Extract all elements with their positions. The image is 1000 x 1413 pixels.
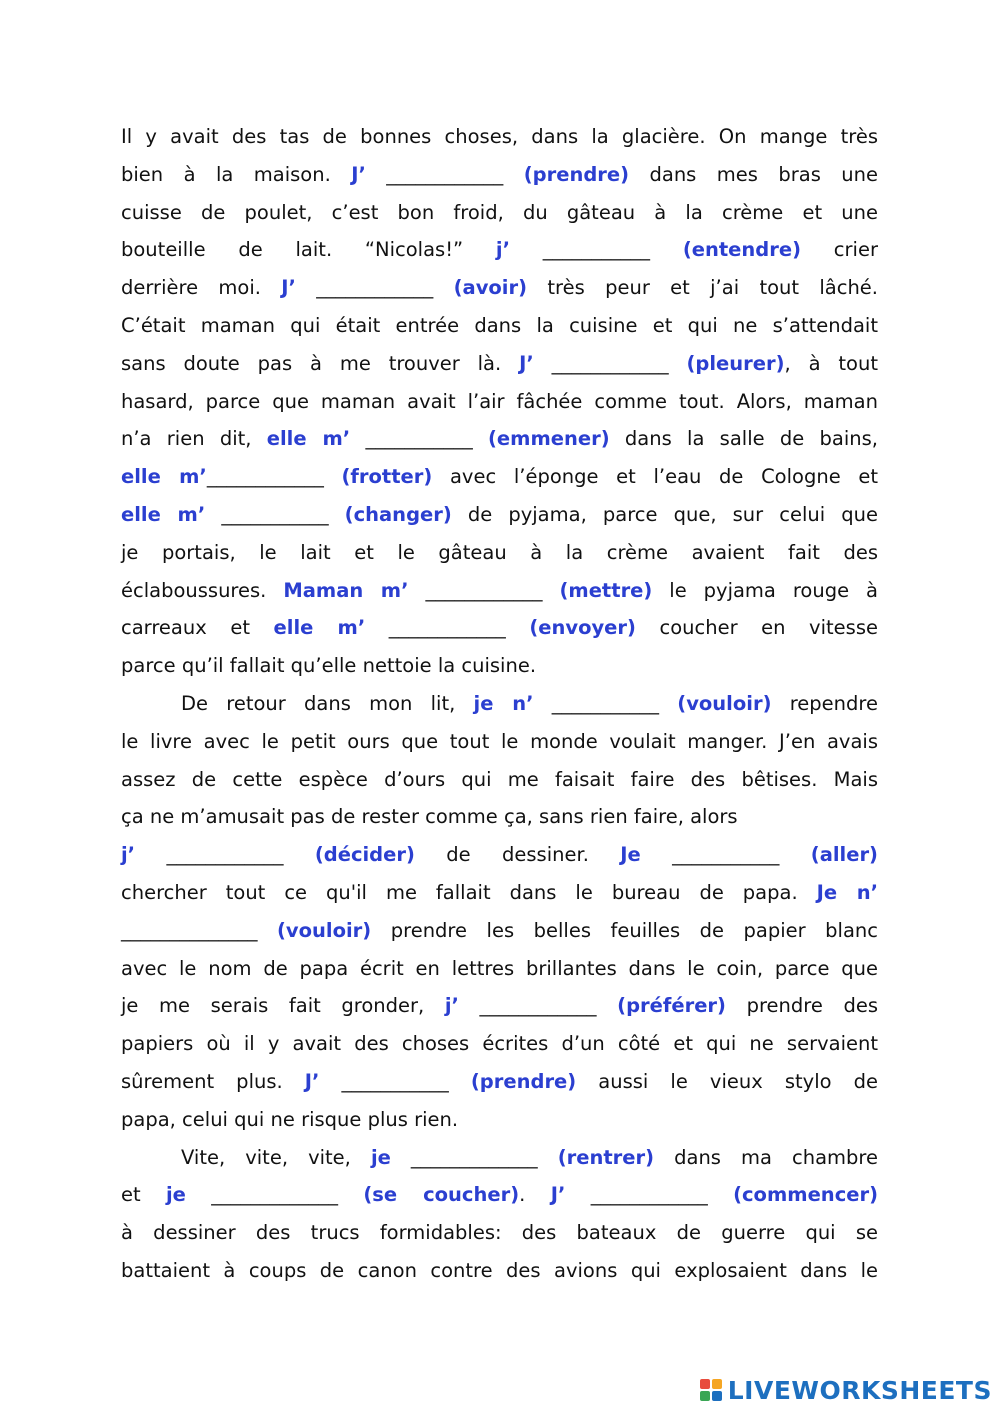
verb-hint: j’ <box>444 994 459 1018</box>
verb-hint: Maman m’ <box>283 578 409 602</box>
text-segment: à dessiner des trucs formidables: des bateaux de guerre qui se <box>121 1221 878 1245</box>
verb-hint: (aller) <box>810 843 878 867</box>
verb-hint: (envoyer) <box>529 616 636 640</box>
text-segment: rependre <box>771 691 878 715</box>
text-line <box>121 118 878 156</box>
text-segment: Il y avait des tas de bonnes choses, dans la glacière. On mange très <box>121 125 878 148</box>
answer-blank[interactable]: ___________ <box>319 1069 471 1093</box>
verb-hint: j’ <box>495 238 511 262</box>
logo-square <box>700 1379 710 1389</box>
text-line <box>121 950 878 988</box>
text-line <box>121 723 878 761</box>
verb-hint: (commencer) <box>733 1183 879 1207</box>
text-segment: de dessiner. <box>414 843 621 867</box>
text-segment: papa, celui qui ne risque plus rien. <box>121 1107 459 1131</box>
text-segment: avec l’éponge et l’eau de Cologne et <box>432 465 879 489</box>
verb-hint: Je n’ <box>816 880 879 904</box>
brand-name: LIVEWORKSHEETS <box>727 1375 992 1405</box>
verb-hint: J’ <box>304 1069 320 1093</box>
text-line <box>121 496 878 534</box>
worksheet-text <box>121 118 878 1290</box>
text-segment: dans la salle de bains, <box>609 427 879 451</box>
logo-square <box>712 1379 722 1389</box>
verb-hint: (pleurer) <box>686 351 785 375</box>
text-segment: crier <box>801 238 878 262</box>
verb-hint: (préférer) <box>617 994 726 1018</box>
answer-blank[interactable]: ____________ <box>565 1183 734 1207</box>
text-segment: avec le nom de papa écrit en lettres brillantes dans le coin, parce que <box>121 956 878 980</box>
text-segment: aussi le vieux stylo de <box>576 1069 879 1093</box>
verb-hint: (rentrer) <box>557 1145 655 1169</box>
logo-square <box>712 1391 722 1401</box>
footer-brand <box>700 1375 992 1405</box>
text-segment: coucher en vitesse <box>635 616 878 640</box>
text-line <box>121 685 878 723</box>
verb-hint: (frotter) <box>341 465 433 489</box>
text-line <box>121 156 878 194</box>
answer-blank[interactable]: ____________ <box>365 162 524 186</box>
text-segment: derrière moi. <box>121 276 282 300</box>
text-segment: sûrement plus. <box>121 1069 305 1093</box>
text-segment: , à tout <box>784 351 878 375</box>
text-segment: éclaboussures. <box>121 578 284 602</box>
text-line <box>121 1063 878 1101</box>
verb-hint: (entendre) <box>682 238 802 262</box>
text-line <box>121 572 878 610</box>
text-line <box>121 1139 878 1177</box>
text-line <box>121 798 878 836</box>
text-segment: prendre des <box>725 994 878 1018</box>
answer-blank[interactable]: ___________ <box>533 691 678 715</box>
text-segment: C’était maman qui était entrée dans la cuisine et qui ne s’attendait <box>121 313 878 337</box>
text-segment: de pyjama, parce que, sur celui que <box>451 502 878 526</box>
text-segment: assez de cette espèce d’ours qui me faisait faire des bêtises. Mais <box>121 767 878 791</box>
verb-hint: j’ <box>121 843 136 867</box>
text-line <box>121 1214 878 1252</box>
text-line <box>121 345 878 383</box>
text-segment: sans doute pas à me trouver là. <box>121 351 520 375</box>
text-line <box>121 1025 878 1063</box>
text-line <box>121 609 878 647</box>
verb-hint: je <box>370 1145 391 1169</box>
text-line <box>121 231 878 269</box>
answer-blank[interactable]: ____________ <box>408 578 560 602</box>
verb-hint: J’ <box>550 1183 566 1207</box>
text-segment: dans mes bras une <box>629 162 878 186</box>
text-line <box>121 761 878 799</box>
answer-blank[interactable]: ____________ <box>458 994 618 1018</box>
text-segment: battaient à coups de canon contre des avions qui explosaient dans le <box>121 1258 878 1282</box>
text-segment: bouteille de lait. “Nicolas!” <box>121 238 496 262</box>
text-segment: Vite, vite, vite, <box>181 1145 371 1169</box>
answer-blank[interactable]: ___________ <box>205 502 345 526</box>
answer-blank[interactable]: ____________ <box>206 465 342 489</box>
verb-hint: (vouloir) <box>677 691 772 715</box>
verb-hint: (mettre) <box>559 578 653 602</box>
text-line <box>121 874 878 912</box>
verb-hint: J’ <box>351 162 366 186</box>
verb-hint: (décider) <box>314 843 415 867</box>
text-segment: De retour dans mon lit, <box>181 691 474 715</box>
text-line <box>121 987 878 1025</box>
verb-hint: elle m’ <box>121 465 207 489</box>
text-segment: ça ne m’amusait pas de rester comme ça, sans rien faire, alors <box>121 805 738 829</box>
verb-hint: je n’ <box>473 691 534 715</box>
text-segment: n’a rien dit, <box>121 427 267 451</box>
text-line <box>121 269 878 307</box>
answer-blank[interactable]: ___________ <box>510 238 683 262</box>
verb-hint: (vouloir) <box>277 918 372 942</box>
text-segment: je me serais fait gronder, <box>121 994 445 1018</box>
text-line <box>121 458 878 496</box>
text-line <box>121 194 878 232</box>
verb-hint: (changer) <box>344 502 452 526</box>
text-segment: hasard, parce que maman avait l’air fâchée comme tout. Alors, maman <box>121 389 878 413</box>
text-segment: papiers où il y avait des choses écrites d’un côté et qui ne servaient <box>121 1032 878 1056</box>
text-line <box>121 1176 878 1214</box>
text-segment: le pyjama rouge à <box>652 578 878 602</box>
liveworksheets-logo-icon <box>700 1379 722 1401</box>
verb-hint: je <box>166 1183 186 1207</box>
verb-hint: (prendre) <box>523 162 630 186</box>
verb-hint: (prendre) <box>470 1069 577 1093</box>
text-line <box>121 534 878 572</box>
answer-blank[interactable]: ____________ <box>533 351 687 375</box>
text-segment: prendre les belles feuilles de papier blanc <box>371 918 878 942</box>
answer-blank[interactable]: ___________ <box>350 427 488 451</box>
text-line <box>121 420 878 458</box>
text-line <box>121 383 878 421</box>
verb-hint: elle m’ <box>273 616 366 640</box>
answer-blank[interactable]: ____________ <box>295 276 454 300</box>
text-segment: je portais, le lait et le gâteau à la crème avaient fait des <box>121 540 878 564</box>
text-segment: très peur et j’ai tout lâché. <box>527 276 879 300</box>
text-segment: le livre avec le petit ours que tout le monde voulait manger. J’en avais <box>121 729 878 753</box>
verb-hint: J’ <box>281 276 296 300</box>
answer-blank[interactable]: ____________ <box>135 843 315 867</box>
text-line <box>121 307 878 345</box>
text-line <box>121 1252 878 1290</box>
verb-hint: elle m’ <box>266 427 351 451</box>
text-segment: et <box>121 1183 166 1207</box>
text-segment: chercher tout ce qu'il me fallait dans le bureau de papa. <box>121 880 817 904</box>
text-line <box>121 647 878 685</box>
text-segment: . <box>519 1183 551 1207</box>
answer-blank[interactable]: ____________ <box>365 616 530 640</box>
verb-hint: (avoir) <box>453 276 528 300</box>
verb-hint: elle m’ <box>121 502 206 526</box>
text-segment: cuisse de poulet, c’est bon froid, du gâteau à la crème et une <box>121 200 878 224</box>
text-line <box>121 836 878 874</box>
verb-hint: J’ <box>519 351 534 375</box>
answer-blank[interactable]: _____________ <box>390 1145 558 1169</box>
logo-square <box>700 1391 710 1401</box>
verb-hint: (emmener) <box>488 427 610 451</box>
text-segment: bien à la maison. <box>121 162 352 186</box>
text-segment: carreaux et <box>121 616 274 640</box>
answer-blank[interactable]: ______________ <box>121 918 278 942</box>
answer-blank[interactable]: ___________ <box>640 843 811 867</box>
text-line <box>121 912 878 950</box>
answer-blank[interactable]: _____________ <box>185 1183 364 1207</box>
text-segment: dans ma chambre <box>654 1145 878 1169</box>
verb-hint: Je <box>620 843 641 867</box>
text-line <box>121 1101 878 1139</box>
verb-hint: (se coucher) <box>363 1183 520 1207</box>
text-segment: parce qu’il fallait qu’elle nettoie la cuisine. <box>121 654 537 678</box>
